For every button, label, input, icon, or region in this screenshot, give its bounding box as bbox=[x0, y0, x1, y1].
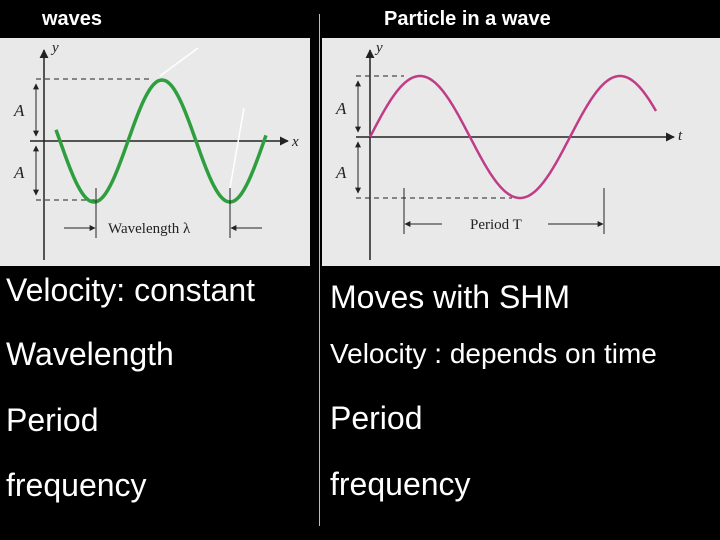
column-divider bbox=[319, 14, 320, 526]
wavelength-label: Wavelength λ bbox=[108, 221, 191, 237]
waves-property-velocity: Velocity: constant bbox=[6, 272, 256, 308]
waves-property-wavelength: Wavelength bbox=[6, 336, 174, 372]
waves-property-frequency: frequency bbox=[6, 467, 147, 503]
particle-heading: Particle in a wave bbox=[384, 8, 551, 30]
amplitude-bottom-label: A bbox=[14, 163, 25, 182]
t-axis-label: t bbox=[678, 128, 683, 144]
wave-diagram-panel bbox=[0, 38, 310, 266]
amplitude-top-label: A bbox=[336, 99, 347, 118]
waves-property-period: Period bbox=[6, 402, 99, 438]
y-axis-label: y bbox=[52, 40, 59, 56]
particle-property-frequency: frequency bbox=[330, 466, 471, 502]
period-label: Period T bbox=[470, 217, 522, 233]
y-axis-label: y bbox=[376, 40, 383, 56]
pointer-line-crest bbox=[160, 48, 198, 76]
particle-property-period: Period bbox=[330, 400, 423, 436]
particle-diagram bbox=[322, 38, 720, 266]
pointer-line-trough bbox=[230, 108, 244, 188]
particle-property-motion: Moves with SHM bbox=[330, 279, 571, 315]
wave-diagram bbox=[0, 38, 310, 266]
particle-property-velocity: Velocity : depends on time bbox=[330, 338, 657, 369]
waves-heading: waves bbox=[42, 8, 103, 30]
amplitude-top-label: A bbox=[14, 101, 25, 120]
x-axis-label: x bbox=[292, 134, 299, 150]
particle-diagram-panel bbox=[322, 38, 720, 266]
amplitude-bottom-label: A bbox=[336, 163, 347, 182]
